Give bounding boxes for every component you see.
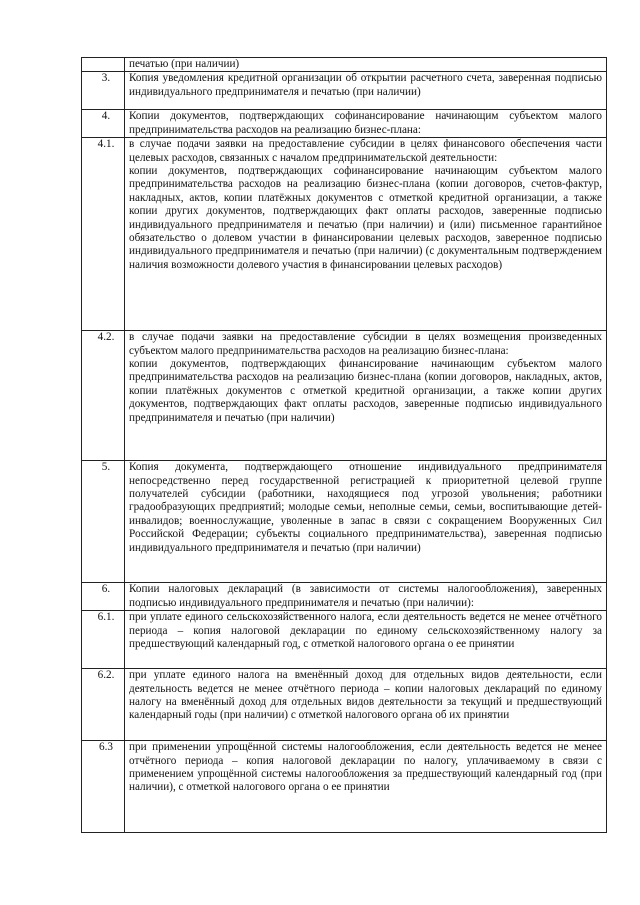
table-row <box>82 72 607 110</box>
row-number: 4.1. <box>82 138 125 331</box>
row-number <box>82 58 125 72</box>
row-text <box>125 611 607 669</box>
table-row <box>82 583 607 611</box>
table-row <box>82 611 607 669</box>
row-text <box>125 58 607 72</box>
row-paragraph: при применении упрощённой системы налогообложения, если деятельность ведется не менее отчётного периода – копия налоговой декларации по налогу, уплачиваемому в связи с применением упрощённой системы налогообложения за предшествующий календарный год (при наличии), с отметкой налогового органа о ее принятии <box>129 741 602 794</box>
row-paragraph: Копии налоговых деклараций (в зависимости от системы налогообложения), заверенных подписью индивидуального предпринимателя и печатью (при наличии): <box>129 583 602 609</box>
row-number: 6. <box>82 583 125 611</box>
row-paragraph: Копия документа, подтверждающего отношение индивидуального предпринимателя непосредственно перед государственной регистрацией к приоритетной целевой группе получателей субсидии (работники, находящиеся под угрозой увольнения; работники градообразующих предприятий; молодые семьи, неполные семьи, семьи, воспитывающие детей-инвалидов; военнослужащие, уволенные в запас в связи с сокращением Вооруженных Сил Российской Федерации; субъекты социального предпринимательства), заверенная подписью индивидуального предпринимателя и печатью (при наличии) <box>129 461 602 554</box>
table-row <box>82 461 607 583</box>
row-text <box>125 741 607 833</box>
row-number: 4. <box>82 110 125 138</box>
table-row <box>82 669 607 741</box>
row-text <box>125 669 607 741</box>
row-text <box>125 461 607 583</box>
row-paragraph: в случае подачи заявки на предоставление субсидии в целях возмещения произведенных субъектом малого предпринимательства расходов на реализацию бизнес-плана: <box>129 331 602 357</box>
documents-table <box>81 57 607 833</box>
row-paragraph: копии документов, подтверждающих финансирование начинающим субъектом малого предпринимательства расходов на реализацию бизнес-плана (копии договоров, накладных, актов, копии платёжных документов с отметкой кредитной организации, а также копии других документов, подтверждающих факт оплаты расходов, заверенные подписью индивидуального предпринимателя и печатью (при наличии) <box>129 358 602 424</box>
table-row <box>82 110 607 138</box>
row-paragraph: при уплате единого налога на вменённый доход для отдельных видов деятельности, если деятельность ведется не менее отчётного периода – копии налоговых деклараций по единому налогу на вменённый доход для отдельных видов деятельности за текущий и предшествующий календарный годы (при наличии) с отметкой налогового органа об их принятии <box>129 669 602 722</box>
row-paragraph: в случае подачи заявки на предоставление субсидии в целях финансового обеспечения части целевых расходов, связанных с началом предпринимательской деятельности: <box>129 138 602 164</box>
row-number: 4.2. <box>82 331 125 461</box>
row-text <box>125 138 607 331</box>
table-row <box>82 741 607 833</box>
row-number: 5. <box>82 461 125 583</box>
row-paragraph: Копия уведомления кредитной организации об открытии расчетного счета, заверенная подписью индивидуального предпринимателя и печатью (при наличии) <box>129 72 602 98</box>
row-number: 6.2. <box>82 669 125 741</box>
table-row <box>82 331 607 461</box>
row-paragraph: печатью (при наличии) <box>129 58 240 70</box>
table-row <box>82 58 607 72</box>
row-text <box>125 583 607 611</box>
table-row <box>82 138 607 331</box>
row-text <box>125 110 607 138</box>
row-text <box>125 72 607 110</box>
row-number: 3. <box>82 72 125 110</box>
row-paragraph: при уплате единого сельскохозяйственного налога, если деятельность ведется не менее отчётного периода – копия налоговой декларации по единому сельскохозяйственному налогу за предшествующий календарный год, с отметкой налогового органа о ее принятии <box>129 611 602 651</box>
row-text <box>125 331 607 461</box>
row-paragraph: копии документов, подтверждающих софинансирование начинающим субъектом малого предпринимательства расходов на реализацию бизнес-плана (копии договоров, счетов-фактур, накладных, актов, копии платёжных документов с отметкой кредитной организации, а также копии других документов, подтверждающих факт оплаты расходов, заверенные подписью индивидуального предпринимателя и печатью (при наличии) и (или) письменное гарантийное обязательство о долевом участии в финансировании целевых расходов, заверенное подписью индивидуального предпринимателя и печатью (при наличии) (с документальным подтверждением наличия возможности долевого участия в финансировании целевых расходов) <box>129 165 602 271</box>
row-paragraph: Копии документов, подтверждающих софинансирование начинающим субъектом малого предпринимательства расходов на реализацию бизнес-плана: <box>129 110 602 136</box>
row-number: 6.3 <box>82 741 125 833</box>
row-number: 6.1. <box>82 611 125 669</box>
